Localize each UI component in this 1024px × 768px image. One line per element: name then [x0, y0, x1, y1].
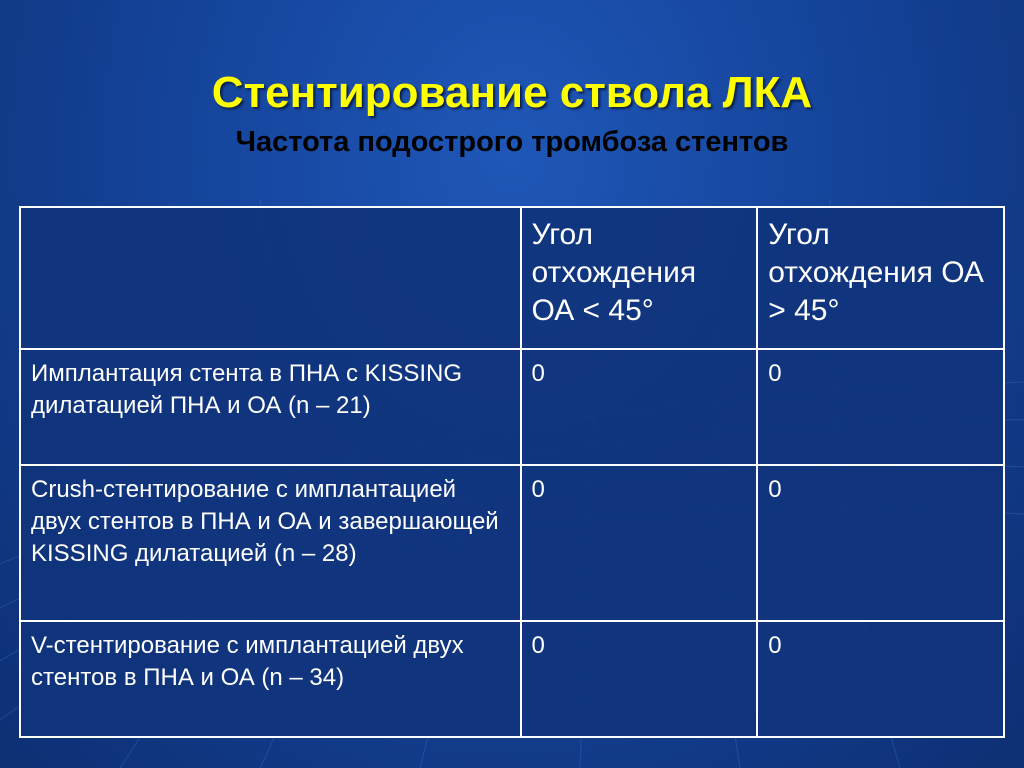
- row-label: Crush-стентирование с имплантацией двух стентов в ПНА и ОА и завершающей KISSING дилатацией (n – 28): [20, 465, 521, 621]
- row-value-more-45: 0: [757, 621, 1004, 737]
- table-row: [20, 349, 1004, 465]
- row-value-more-45: 0: [757, 349, 1004, 465]
- header-angle-more-45: Угол отхождения ОА > 45°: [757, 207, 1004, 349]
- header-empty-cell: [20, 207, 521, 349]
- row-label: V-стентирование с имплантацией двух стентов в ПНА и ОА (n – 34): [20, 621, 521, 737]
- row-value-less-45: 0: [521, 349, 758, 465]
- slide-subtitle: Частота подострого тромбоза стентов: [235, 126, 789, 158]
- row-value-less-45: 0: [521, 465, 758, 621]
- header-angle-less-45: Угол отхождения ОА < 45°: [521, 207, 758, 349]
- table-row: [20, 621, 1004, 737]
- table-header-row: [20, 207, 1004, 349]
- row-value-less-45: 0: [521, 621, 758, 737]
- row-value-more-45: 0: [757, 465, 1004, 621]
- results-table: [19, 206, 1005, 738]
- table-row: [20, 465, 1004, 621]
- slide-title: Стентирование ствола ЛКА: [211, 68, 813, 117]
- row-label: Имплантация стента в ПНА с KISSING дилатацией ПНА и ОА (n – 21): [20, 349, 521, 465]
